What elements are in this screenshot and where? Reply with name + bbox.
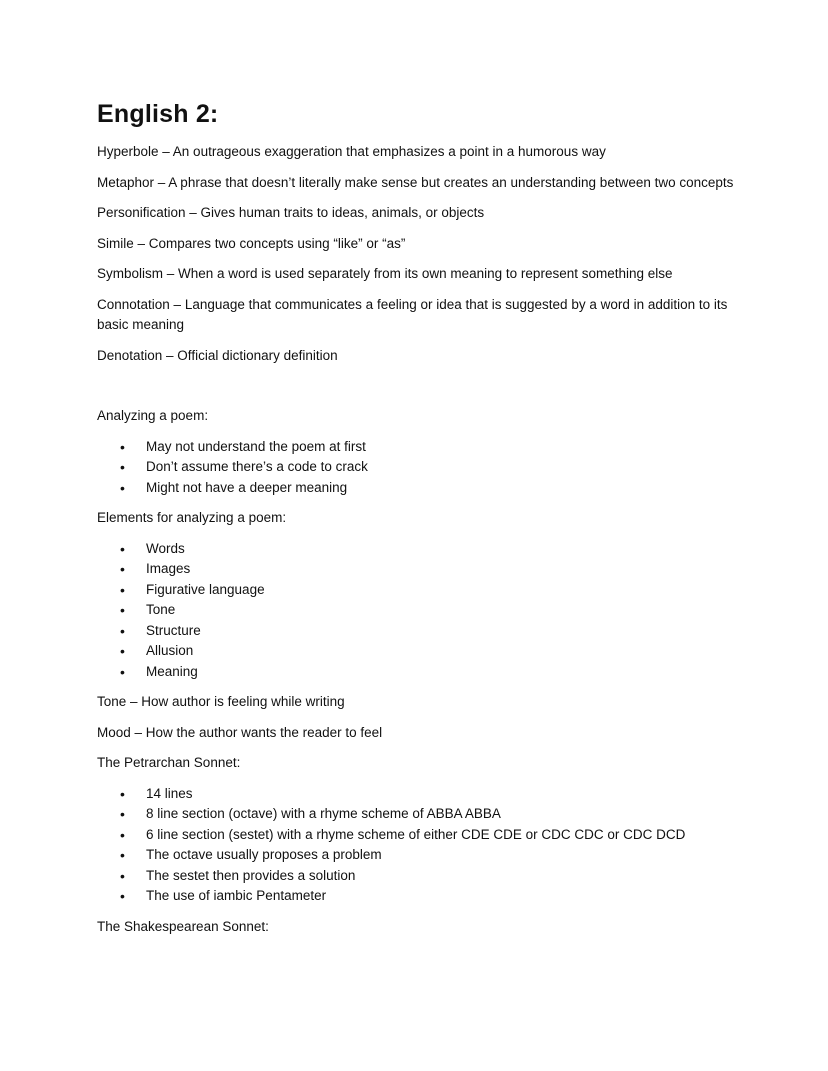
analyzing-list <box>97 437 737 499</box>
petrarchan-heading: The Petrarchan Sonnet: <box>97 755 241 770</box>
list-item: • Figurative language <box>97 580 737 601</box>
definition-symbolism: Symbolism – When a word is used separately from its own meaning to represent something else <box>97 266 673 281</box>
list-item: • 14 lines <box>97 784 737 805</box>
definition-metaphor: Metaphor – A phrase that doesn’t literally make sense but creates an understanding between two concepts <box>97 174 734 190</box>
elements-list <box>97 539 737 683</box>
page-title: English 2: <box>97 100 219 128</box>
list-item: • Tone <box>97 600 737 621</box>
list-item: • 6 line section (sestet) with a rhyme scheme of either CDE CDE or CDC CDC or CDC DCD <box>97 825 737 846</box>
tone-definition: Tone – How author is feeling while writing <box>97 694 345 709</box>
definition-personification: Personification – Gives human traits to ideas, animals, or objects <box>97 205 485 220</box>
list-item: • Meaning <box>97 662 737 683</box>
list-item: • The use of iambic Pentameter <box>97 886 737 907</box>
list-item: • Might not have a deeper meaning <box>97 478 737 499</box>
list-item: • The octave usually proposes a problem <box>97 845 737 866</box>
elements-heading: Elements for analyzing a poem: <box>97 510 287 525</box>
list-item: • Structure <box>97 621 737 642</box>
mood-definition: Mood – How the author wants the reader to feel <box>97 724 383 740</box>
petrarchan-list <box>97 784 737 907</box>
document-page <box>97 96 737 947</box>
definition-connotation: Connotation – Language that communicates a feeling or idea that is suggested by a word in addition to its basic meaning <box>97 296 728 332</box>
list-item: • The sestet then provides a solution <box>97 866 737 887</box>
definition-hyperbole: Hyperbole – An outrageous exaggeration that emphasizes a point in a humorous way <box>97 144 606 159</box>
list-item: • Don’t assume there’s a code to crack <box>97 457 737 478</box>
list-item: • Images <box>97 559 737 580</box>
shakespearean-heading: The Shakespearean Sonnet: <box>97 918 269 934</box>
list-item: • Allusion <box>97 641 737 662</box>
definition-denotation: Denotation – Official dictionary definition <box>97 347 338 363</box>
list-item: • Words <box>97 539 737 560</box>
definition-simile: Simile – Compares two concepts using “like” or “as” <box>97 235 406 251</box>
section-spacer <box>97 376 737 406</box>
list-item: • 8 line section (octave) with a rhyme scheme of ABBA ABBA <box>97 804 737 825</box>
analyzing-heading: Analyzing a poem: <box>97 408 209 423</box>
list-item: • May not understand the poem at first <box>97 437 737 458</box>
